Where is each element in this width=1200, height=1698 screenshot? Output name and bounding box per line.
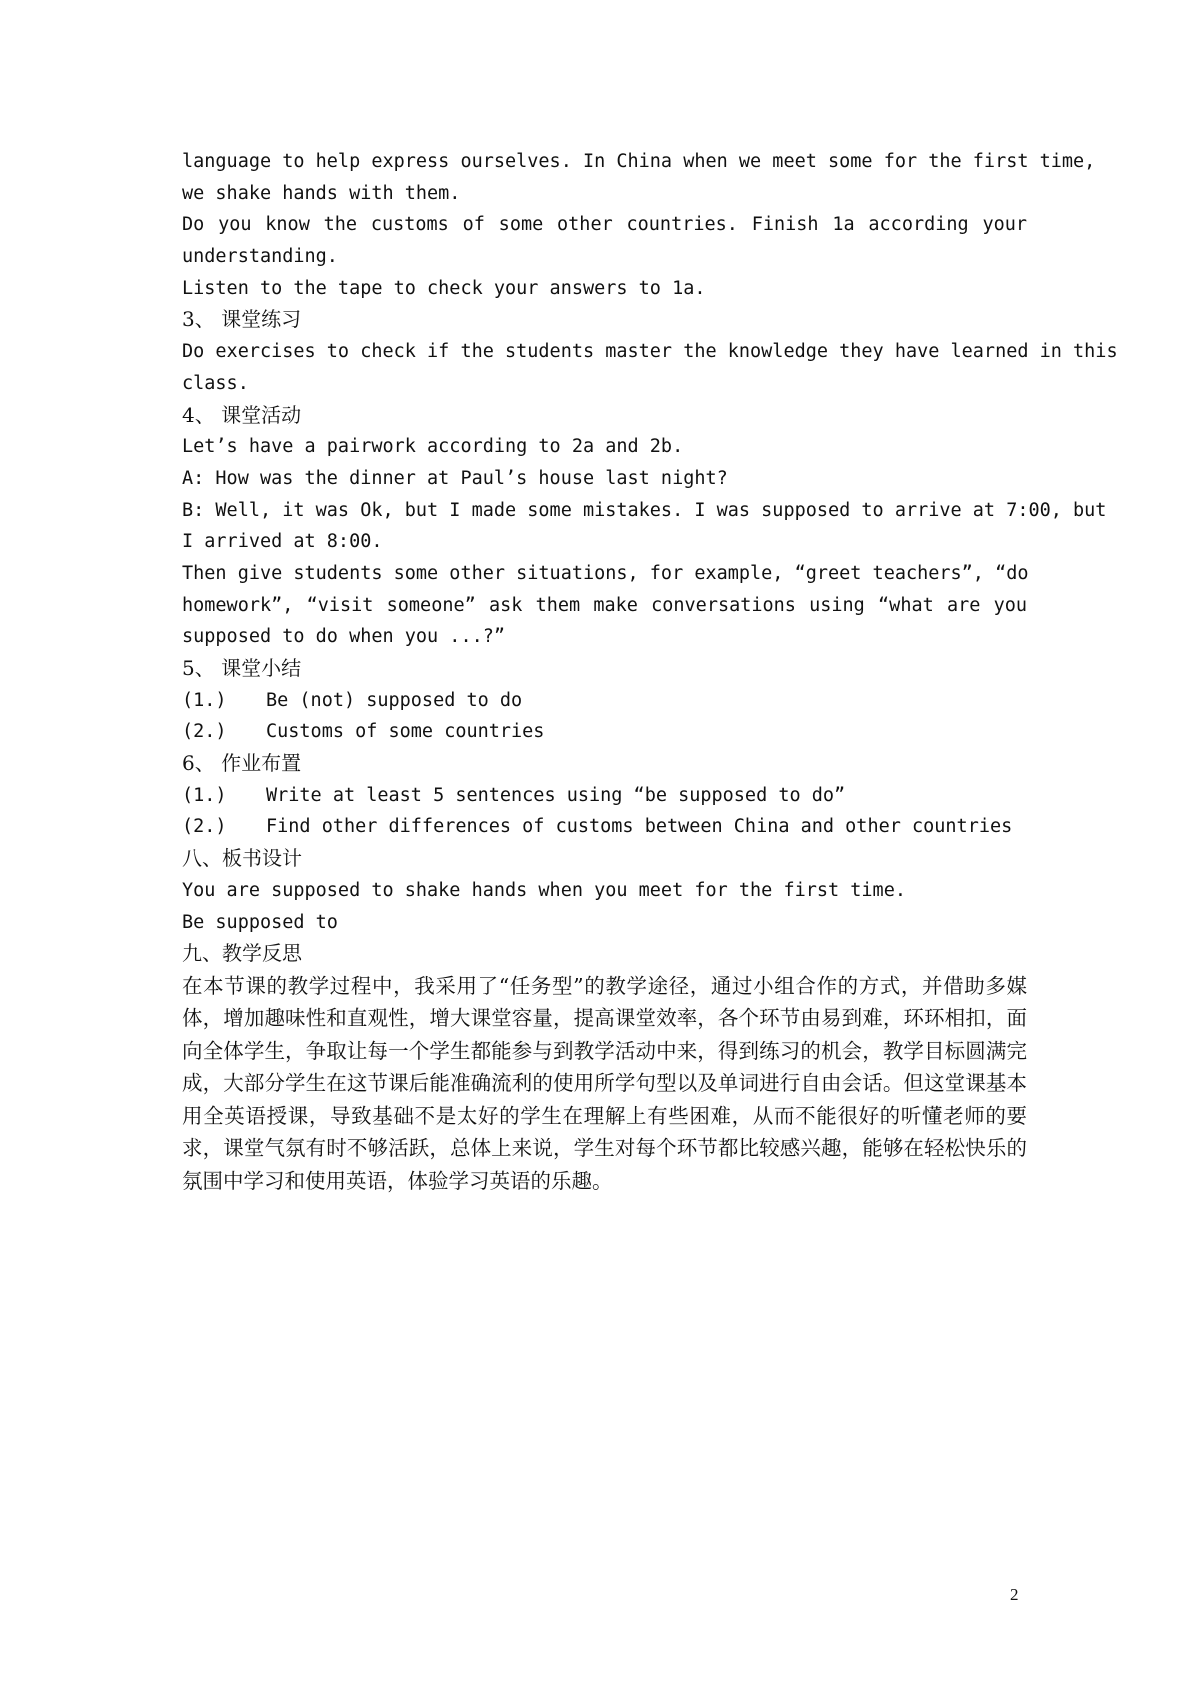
- section-heading: 3、 课堂练习: [182, 307, 302, 332]
- text-line: I arrived at 8:00.: [182, 531, 383, 553]
- text-line: Do exercises to check if the students master the knowledge they have learned in this: [182, 341, 1118, 363]
- text-line: Do you know the customs of some other countries. Finish 1a according your: [182, 214, 1027, 236]
- homework-item: [182, 780, 1027, 812]
- text-line: language to help express ourselves. In China when we meet some for the first time,: [182, 151, 1096, 172]
- text-line: A: How was the dinner at Paul’s house last night?: [182, 467, 728, 489]
- text-line: Listen to the tape to check your answers to 1a.: [182, 277, 706, 299]
- text-line: B: Well, it was Ok, but I made some mistakes. I was supposed to arrive at 7:00, but: [182, 499, 1107, 521]
- reflection-paragraph: 在本节课的教学过程中，我采用了“任务型”的教学途径，通过小组合作的方式，并借助多媒体，增加趣味性和直观性，增大课堂容量，提高课堂效率，各个环节由易到难，环环相扣，面向全体学生，争取让每一个学生都能参与到教学活动中来，得到练习的机会，教学目标圆满完成，大部分学生在这节课后能准确流利的使用所学句型以及单词进行自由会话。但这堂课基本用全英语授课，导致基础不是太好的学生在理解上有些困难，从而不能很好的听懂老师的要求，课堂气氛有时不够活跃，总体上来说，学生对每个环节都比较感兴趣，能够在轻松快乐的氛围中学习和使用英语，体验学习英语的乐趣。: [182, 973, 1027, 1193]
- summary-item: [182, 716, 1027, 748]
- item-number: (1.): [182, 689, 227, 711]
- item-number: (1.): [182, 784, 227, 806]
- homework-item: [182, 811, 1027, 843]
- section-heading: 八、板书设计: [182, 846, 302, 871]
- section-heading: 6、 作业布置: [182, 751, 302, 776]
- text-line: supposed to do when you ...?”: [182, 626, 506, 648]
- text-line: Let’s have a pairwork according to 2a and 2b.: [182, 436, 684, 458]
- item-text: Find other differences of customs between China and other countries: [266, 816, 1013, 838]
- item-text: Be (not) supposed to do: [266, 689, 523, 711]
- section-heading: 5、 课堂小结: [182, 656, 302, 680]
- document-page: [182, 146, 1118, 1197]
- section-heading: 九、教学反思: [182, 941, 302, 966]
- text-line: homework”, “visit someone” ask them make conversations using “what are you: [182, 594, 1027, 616]
- summary-item: [182, 685, 1027, 717]
- page-number: 2: [1010, 1585, 1019, 1604]
- item-text: Write at least 5 sentences using “be supposed to do”: [266, 784, 846, 806]
- item-text: Customs of some countries: [266, 721, 545, 743]
- item-number: (2.): [182, 816, 227, 838]
- text-line: understanding.: [182, 246, 338, 268]
- text-line: Be supposed to: [182, 911, 338, 933]
- item-number: (2.): [182, 721, 227, 743]
- section-heading: 4、 课堂活动: [182, 402, 302, 427]
- text-line: class.: [182, 372, 249, 394]
- text-line: You are supposed to shake hands when you meet for the first time.: [182, 879, 906, 901]
- text-line: Then give students some other situations, for example, “greet teachers”, “do: [182, 562, 1029, 584]
- text-line: we shake hands with them.: [182, 182, 461, 204]
